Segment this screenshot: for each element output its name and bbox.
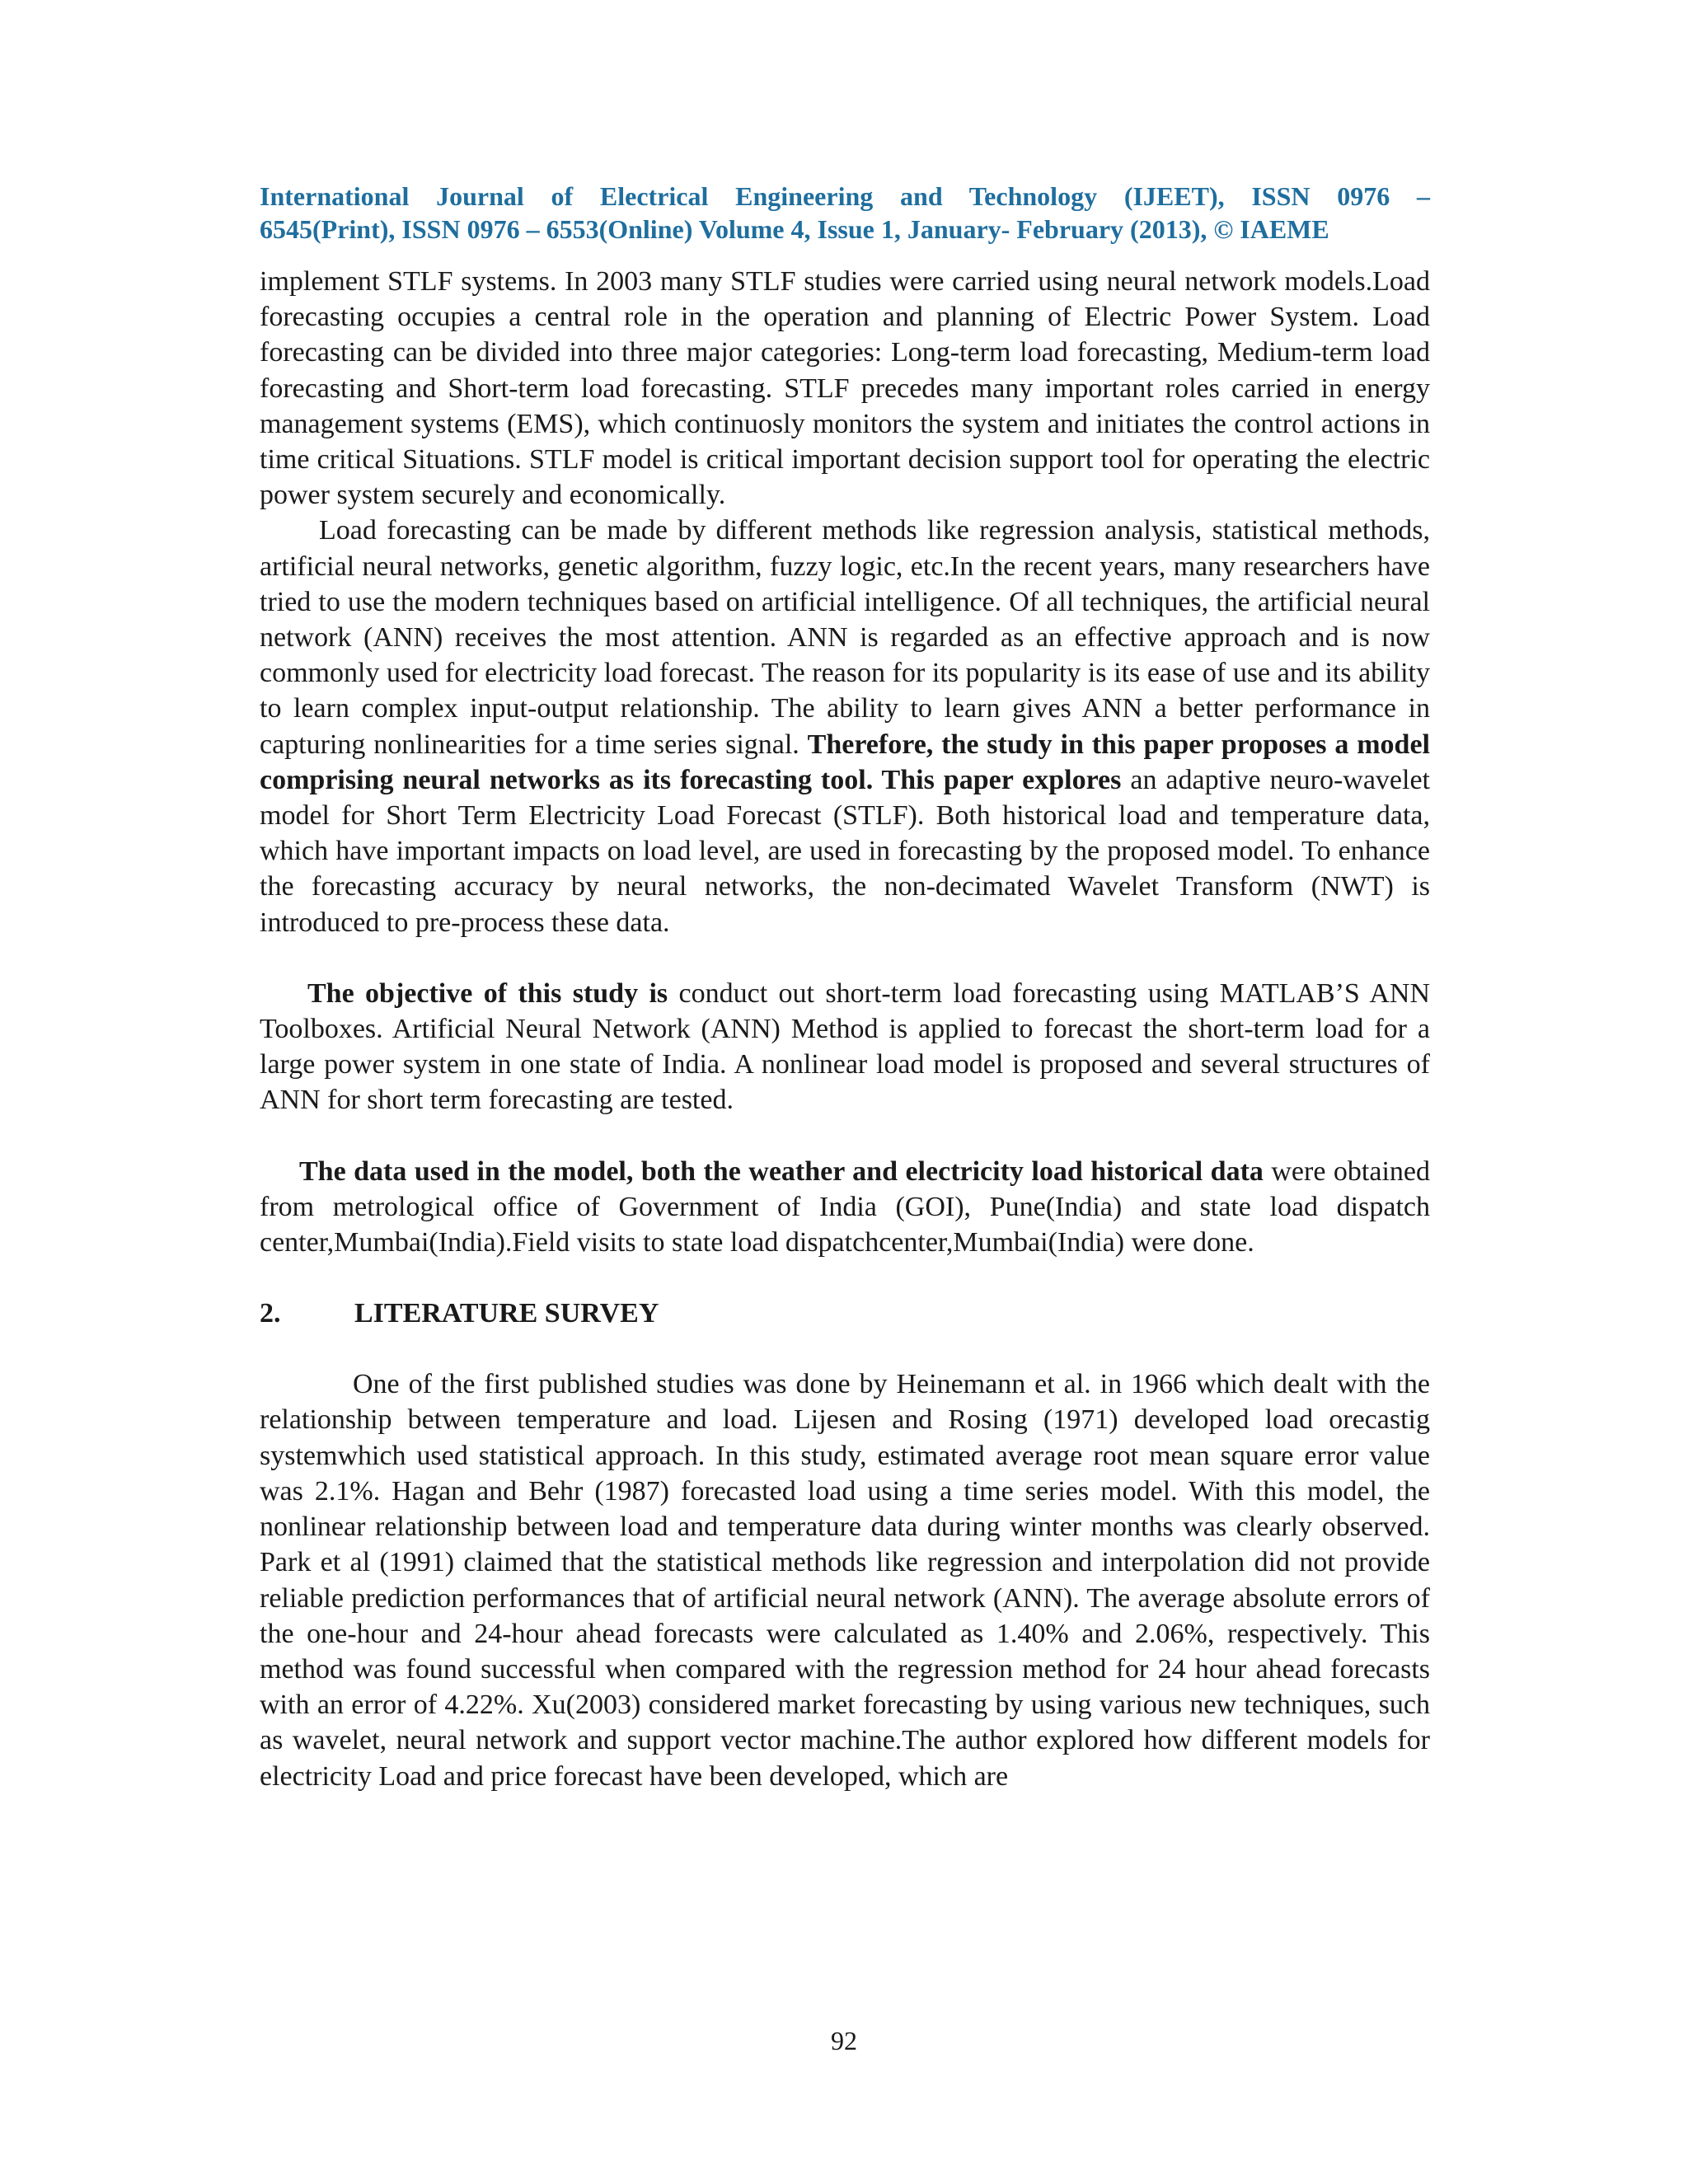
paragraph-objective-text: conduct out short-term load forecasting using MATLAB’S ANN Toolboxes. Artificial Neural Network (ANN) Method is applied to forecast the short-term load for a large power system in one state of India. A nonlinear load model is proposed and several structures of ANN for short term forecasting are tested.	[260, 977, 1430, 1116]
page-content	[260, 180, 1430, 1794]
page-number: 92	[831, 2026, 857, 2055]
paragraph-data-bold: The data used in the model, both the weather and electricity load historical data	[299, 1155, 1264, 1187]
journal-header-line-1: International Journal of Electrical Engineering and Technology (IJEET), ISSN 0976 –	[260, 181, 1430, 211]
paragraph-objective-bold: The objective of this study is	[307, 977, 668, 1009]
paragraph-objective	[260, 976, 1430, 1118]
paragraph-data	[260, 1154, 1430, 1261]
paragraph-literature: One of the first published studies was done by Heinemann et al. in 1966 which dealt with the relationship between temperature and load. Lijesen and Rosing (1971) developed load orecastig systemwhich used statistical approach. In this study, estimated average root mean square error value was 2.1%. Hagan and Behr (1987) forecasted load using a time series model. With this model, the nonlinear relationship between load and temperature data during winter months was clearly observed. Park et al (1991) claimed that the statistical methods like regression and interpolation did not provide reliable prediction performances that of artificial neural network (ANN). The average absolute errors of the one-hour and 24-hour ahead forecasts were calculated as 1.40% and 2.06%, respectively. This method was found successful when compared with the regression method for 24 hour ahead forecasts with an error of 4.22%. Xu(2003) considered market forecasting by using various new techniques, such as wavelet, neural network and support vector machine.The author explored how different models for electricity Load and price forecast have been developed, which are	[260, 1369, 1430, 1792]
paragraph-methods-text-b: an adaptive neuro-wavelet model for Short Term Electricity Load Forecast (STLF). Both historical load and temperature data, which have important impacts on load level, are used in forecasting by the proposed model. To enhance the forecasting accuracy by neural networks, the non-decimated Wavelet Transform (NWT) is introduced to pre-process these data.	[260, 764, 1431, 938]
section-title: LITERATURE SURVEY	[354, 1298, 659, 1329]
section-number: 2.	[260, 1298, 281, 1329]
paragraph-intro: implement STLF systems. In 2003 many STLF studies were carried using neural network models.Load forecasting occupies a central role in the operation and planning of Electric Power System. Load forecasting can be divided into three major categories: Long-term load forecasting, Medium-term load forecasting and Short-term load forecasting. STLF precedes many important roles carried in energy management systems (EMS), which continuosly monitors the system and initiates the control actions in time critical Situations. STLF model is critical important decision support tool for operating the electric power system securely and economically.	[260, 266, 1430, 511]
paragraph-methods-bold: Therefore, the study in this paper proposes a model comprising neural networks as its forecasting tool. This paper explores	[260, 729, 1430, 795]
paragraph-methods-text-a: Load forecasting can be made by different methods like regression analysis, statistical methods, artificial neural networks, genetic algorithm, fuzzy logic, etc.In the recent years, many researchers have tried to use the modern techniques based on artificial intelligence. Of all techniques, the artificial neural network (ANN) receives the most attention. ANN is regarded as an effective approach and is now commonly used for electricity load forecast. The reason for its popularity is its ease of use and its ability to learn complex input-output relationship. The ability to learn gives ANN a better performance in capturing nonlinearities for a time series signal.	[260, 515, 1430, 760]
section-heading	[260, 1296, 1430, 1331]
paragraph-methods	[260, 513, 1430, 940]
paragraph-data-text: were obtained from metrological office of Government of India (GOI), Pune(India) and state load dispatch center,Mumbai(India).Field visits to state load dispatchcenter,Mumbai(India) were done.	[260, 1155, 1430, 1258]
journal-header	[260, 180, 1430, 246]
journal-header-line-2: 6545(Print), ISSN 0976 – 6553(Online) Volume 4, Issue 1, January- February (2013), © IAEME	[260, 214, 1329, 244]
